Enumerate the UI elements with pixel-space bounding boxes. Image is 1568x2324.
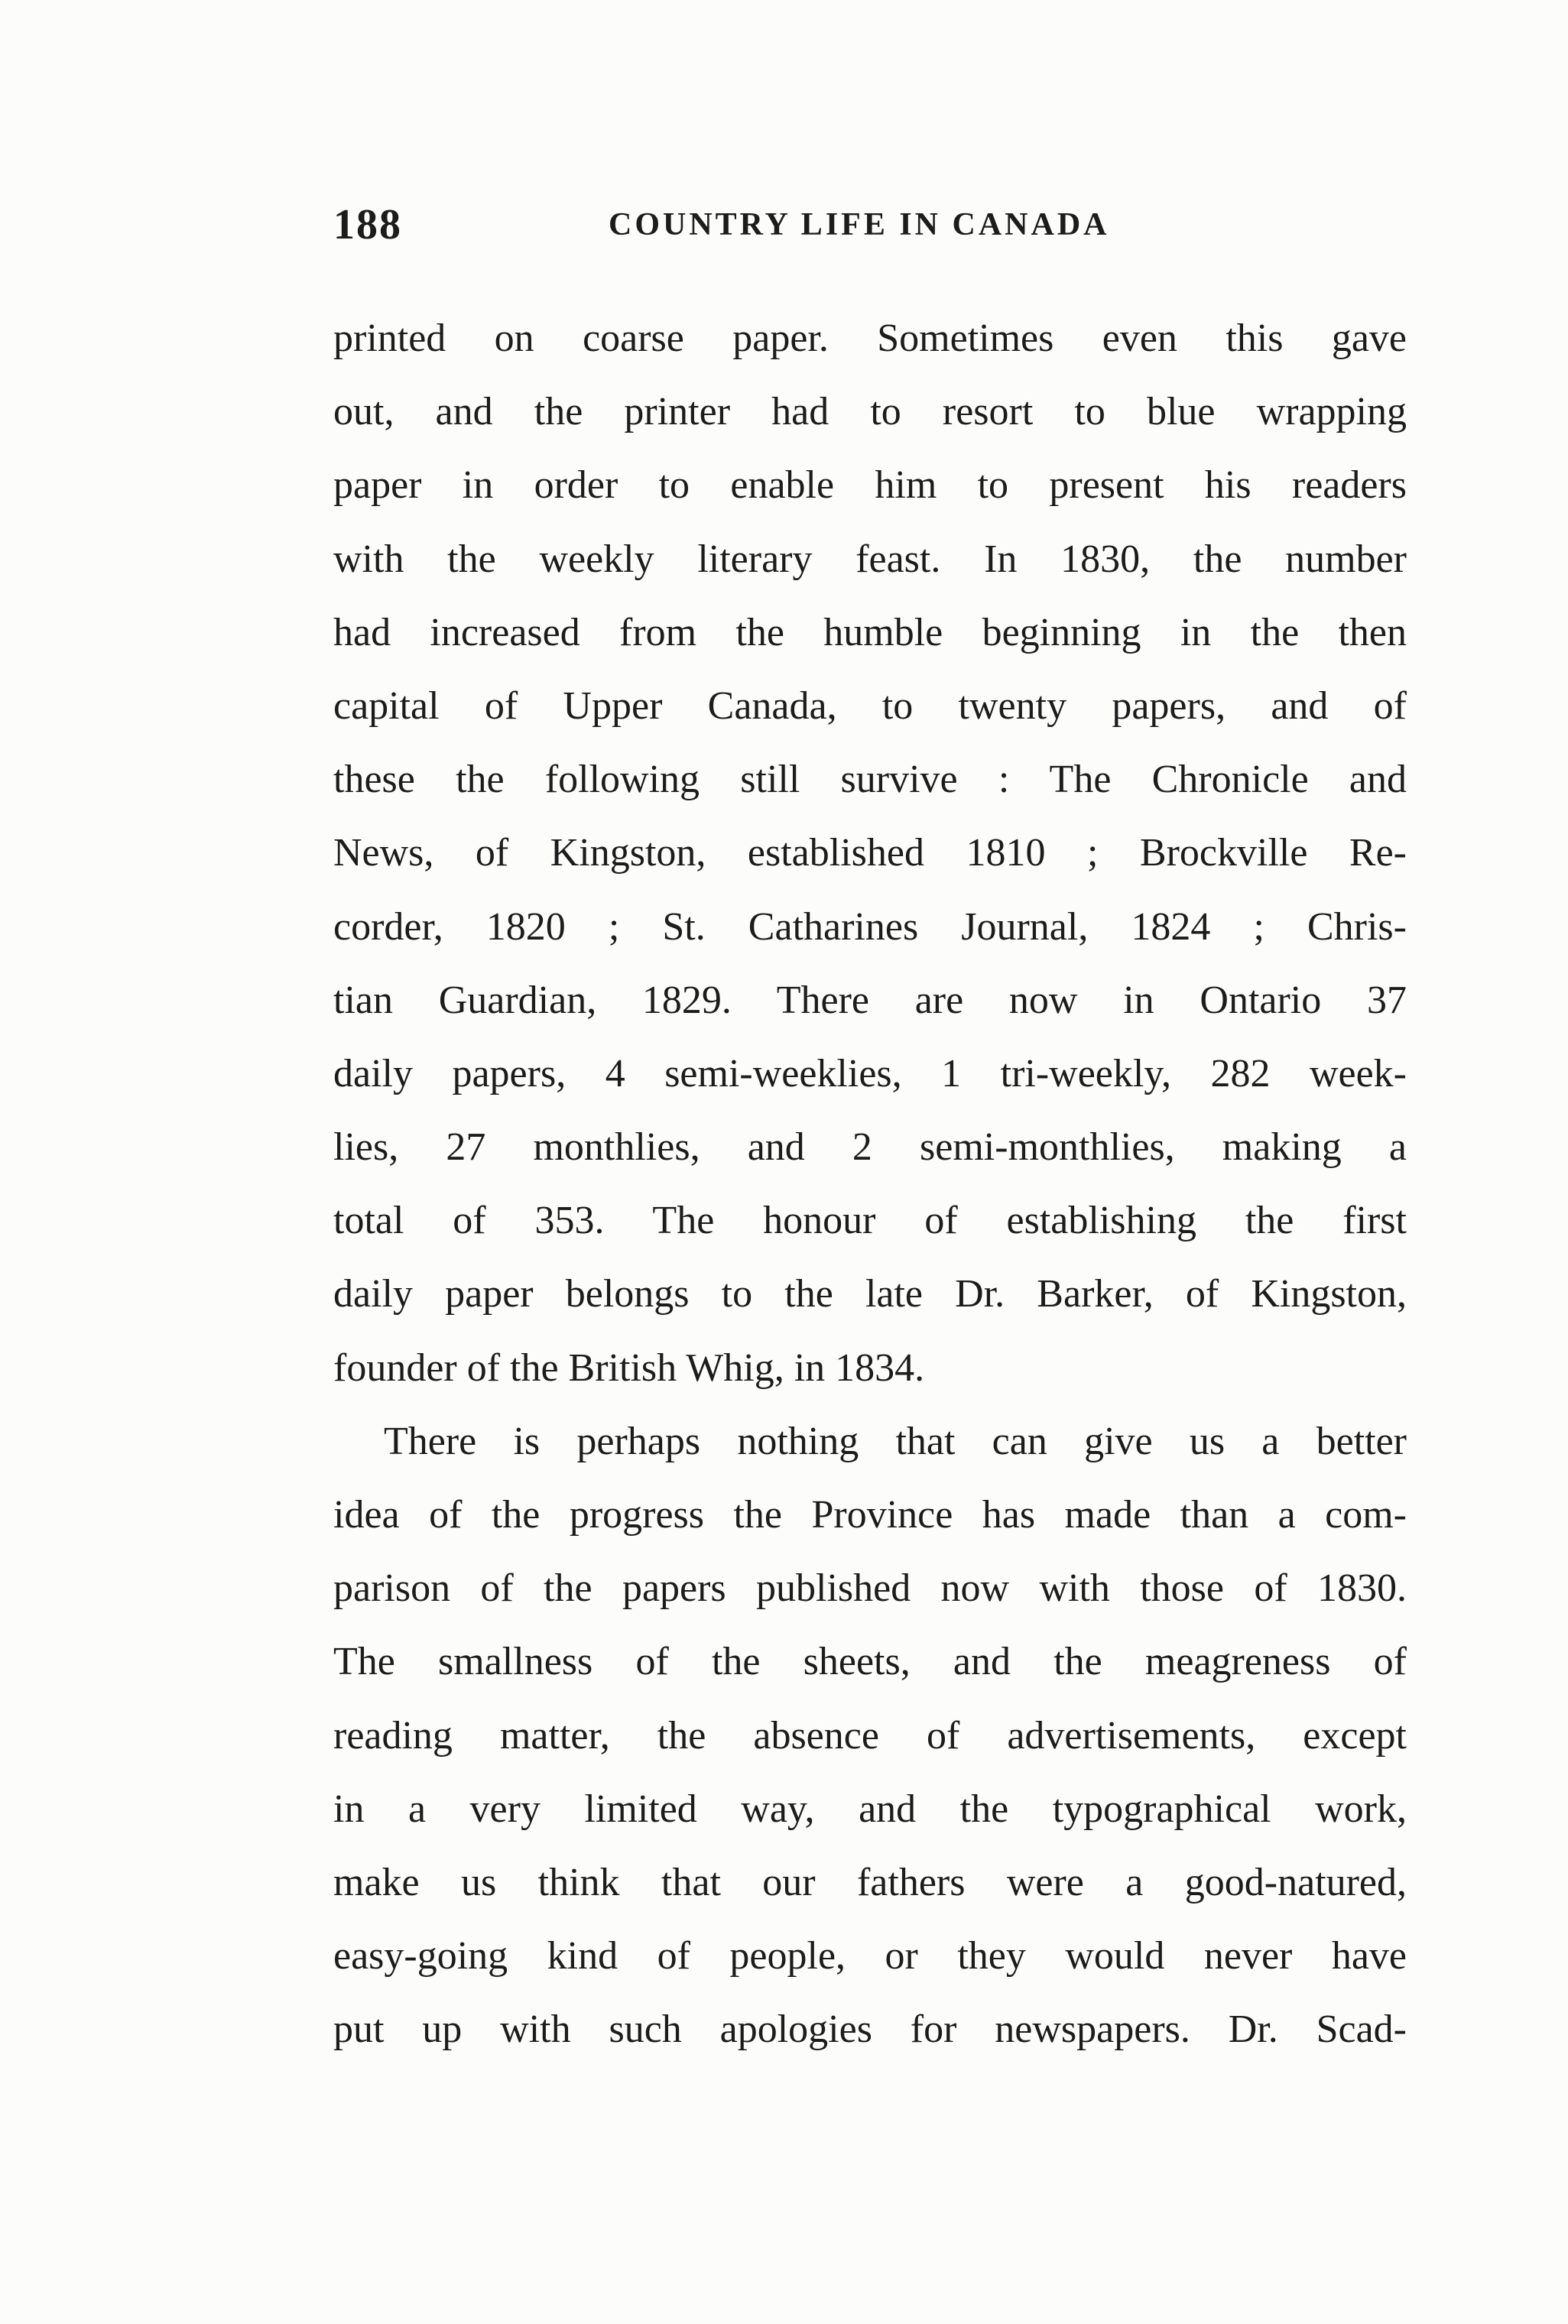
text-line: paper in order to enable him to present his readers — [333, 463, 1407, 508]
text-line: lies, 27 monthlies, and 2 semi-monthlies, making a — [333, 1125, 1407, 1170]
text-line: put up with such apologies for newspapers. Dr. Scad- — [333, 2008, 1407, 2052]
text-line: in a very limited way, and the typographical work, — [333, 1787, 1407, 1831]
text-line: reading matter, the absence of advertisements, except — [333, 1713, 1407, 1758]
page-number: 188 — [333, 201, 402, 248]
paragraph-1 — [333, 302, 1407, 1405]
body-text — [333, 302, 1407, 2067]
text-line: The smallness of the sheets, and the meagreness of — [333, 1640, 1407, 1684]
page-header — [333, 200, 1404, 261]
text-line: News, of Kingston, established 1810 ; Brockville Re- — [333, 831, 1407, 875]
text-line: printed on coarse paper. Sometimes even this gave — [333, 316, 1407, 360]
text-line: corder, 1820 ; St. Catharines Journal, 1824 ; Chris- — [333, 904, 1407, 949]
text-line: capital of Upper Canada, to twenty papers, and of — [333, 683, 1407, 728]
text-line: total of 353. The honour of establishing the first — [333, 1199, 1407, 1243]
text-line: these the following still survive : The Chronicle and — [333, 758, 1407, 802]
paragraph-2 — [333, 1405, 1407, 2067]
text-line: There is perhaps nothing that can give us a better — [384, 1419, 1407, 1463]
text-line: idea of the progress the Province has made than a com- — [333, 1493, 1407, 1537]
running-head: COUNTRY LIFE IN CANADA — [609, 207, 1110, 242]
text-line: with the weekly literary feast. In 1830, the number — [333, 537, 1407, 581]
text-line: make us think that our fathers were a good-natured, — [333, 1860, 1407, 1904]
text-line: easy-going kind of people, or they would never have — [333, 1934, 1407, 1978]
text-line: daily paper belongs to the late Dr. Barker, of Kingston, — [333, 1272, 1407, 1316]
text-line: founder of the British Whig, in 1834. — [333, 1345, 925, 1390]
text-line: parison of the papers published now with those of 1830. — [333, 1566, 1407, 1611]
text-line: tian Guardian, 1829. There are now in Ontario 37 — [333, 978, 1407, 1022]
text-line: had increased from the humble beginning in the then — [333, 610, 1407, 654]
text-line: out, and the printer had to resort to blue wrapping — [333, 390, 1407, 434]
text-line: daily papers, 4 semi-weeklies, 1 tri-weekly, 282 week- — [333, 1051, 1407, 1095]
